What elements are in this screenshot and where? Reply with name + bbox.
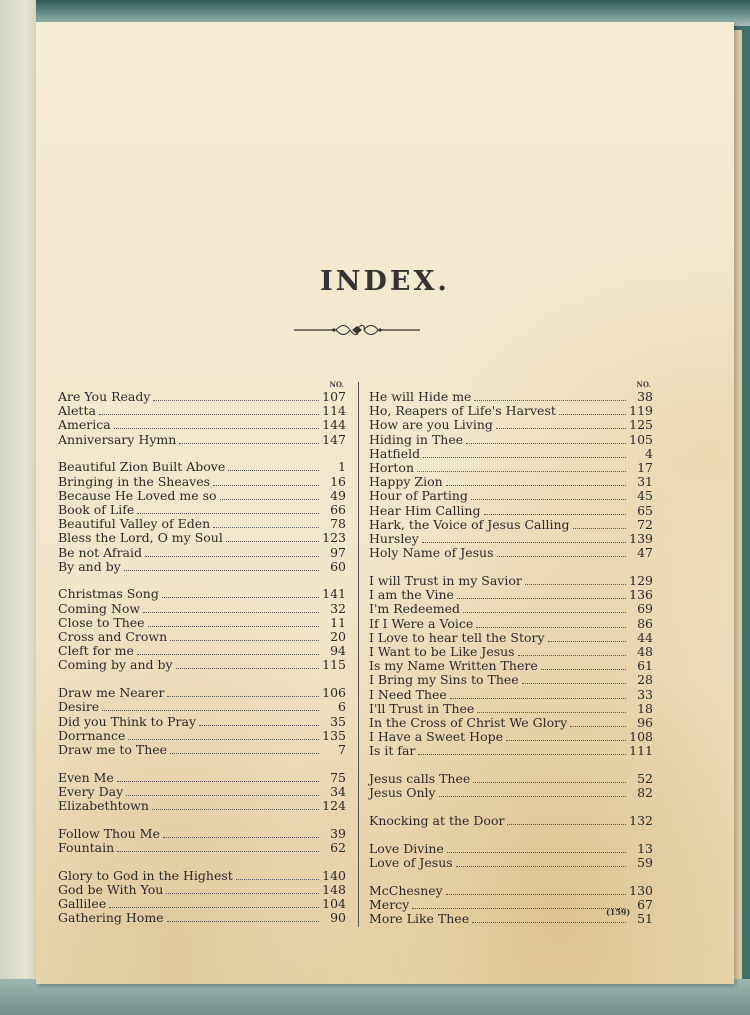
hymn-number: 4	[645, 445, 653, 461]
hymn-number: 104	[322, 896, 346, 912]
dot-leader	[176, 659, 319, 669]
hymn-title: Horton	[369, 460, 415, 476]
index-entry	[58, 390, 346, 404]
index-entry	[369, 475, 653, 489]
hymn-number: 105	[629, 431, 653, 447]
dot-leader	[117, 842, 319, 852]
dot-leader	[463, 603, 626, 613]
index-entry	[58, 841, 346, 855]
dot-leader	[573, 519, 626, 529]
hymn-title: Follow Thou Me	[58, 825, 160, 841]
index-entry	[369, 786, 653, 800]
hymn-title: I will Trust in my Savior	[369, 572, 522, 588]
dot-leader	[99, 405, 319, 415]
hymn-number: 67	[637, 896, 653, 912]
hymn-number: 123	[322, 530, 346, 546]
hymn-number: 18	[637, 700, 653, 716]
hymn-title: Mercy	[369, 896, 410, 912]
hymn-title: I am the Vine	[369, 587, 454, 603]
hymn-number: 125	[629, 417, 653, 433]
index-letter-group	[369, 814, 653, 828]
index-entry	[369, 489, 653, 503]
hymn-title: How are you Living	[369, 417, 493, 433]
index-entry	[369, 418, 653, 432]
dot-leader	[418, 745, 626, 755]
dot-leader	[518, 646, 626, 656]
index-entry	[58, 616, 346, 630]
dot-leader	[163, 828, 319, 838]
index-entry	[58, 827, 346, 841]
hymn-number: 59	[637, 854, 653, 870]
hymn-number: 51	[637, 911, 653, 926]
hymn-number: 47	[637, 545, 653, 561]
hymn-number: 147	[322, 431, 346, 447]
page-number: (159)	[606, 907, 631, 917]
hymn-title: I Want to be Like Jesus	[369, 643, 515, 659]
dot-leader	[166, 884, 319, 894]
index-entry	[58, 771, 346, 785]
index-letter-group	[369, 884, 653, 927]
hymn-number: 129	[629, 572, 653, 588]
hymn-title: Jesus Only	[369, 785, 436, 801]
dot-leader	[456, 857, 626, 867]
index-letter-group	[58, 390, 346, 447]
hymn-title: Glory to God in the Highest	[58, 867, 233, 883]
dot-leader	[213, 476, 319, 486]
hymn-title: Are You Ready	[58, 389, 151, 404]
hymn-number: 28	[637, 672, 653, 688]
hymn-title: Holy Name of Jesus	[369, 545, 494, 561]
index-entry	[58, 700, 346, 714]
hymn-number: 13	[637, 840, 653, 856]
hymn-number: 124	[322, 798, 346, 814]
hymn-title: Book of Life	[58, 501, 135, 517]
dot-leader	[162, 588, 319, 598]
hymn-number: 135	[322, 727, 346, 743]
hymn-number: 60	[330, 558, 346, 574]
hymn-number: 20	[330, 629, 346, 645]
index-entry	[369, 518, 653, 532]
hymn-number: 86	[637, 615, 653, 631]
index-entry	[58, 531, 346, 545]
index-entry	[58, 418, 346, 432]
dot-leader	[541, 660, 626, 670]
index-entry	[58, 560, 346, 574]
dot-leader	[152, 800, 319, 810]
dot-leader	[439, 787, 626, 797]
hymn-title: Jesus calls Thee	[369, 771, 471, 787]
hymn-number: 33	[637, 686, 653, 702]
index-letter-group	[58, 587, 346, 672]
hymn-number: 115	[322, 657, 346, 673]
hymn-number: 34	[330, 783, 346, 799]
hymn-number: 1	[338, 459, 346, 475]
index-entry	[58, 602, 346, 616]
index-entry	[58, 475, 346, 489]
hymn-title: Love of Jesus	[369, 854, 453, 870]
index-entry	[369, 645, 653, 659]
dot-leader	[412, 899, 626, 909]
hymn-title: Dorrnance	[58, 727, 126, 743]
dot-leader	[506, 731, 626, 741]
hymn-title: America	[58, 417, 111, 433]
dot-leader	[472, 913, 626, 923]
hymn-number: 96	[637, 714, 653, 730]
dot-leader	[148, 617, 319, 627]
hymn-title: Hiding in Thee	[369, 431, 464, 447]
dot-leader	[128, 730, 319, 740]
dot-leader	[179, 434, 319, 444]
index-entry	[369, 744, 653, 758]
hymn-title: Aletta	[58, 403, 96, 419]
index-letter-group	[369, 390, 653, 560]
index-entry	[58, 911, 346, 925]
hymn-title: Hark, the Voice of Jesus Calling	[369, 516, 570, 532]
hymn-title: Even Me	[58, 769, 114, 785]
index-entry	[369, 772, 653, 786]
dot-leader	[447, 843, 626, 853]
dot-leader	[477, 703, 626, 713]
index-entry	[369, 602, 653, 616]
hymn-title: Is it far	[369, 743, 416, 759]
hymn-number: 62	[330, 839, 346, 855]
index-entry	[58, 587, 346, 601]
hymn-number: 35	[330, 713, 346, 729]
hymn-number: 132	[629, 812, 653, 828]
index-entry	[58, 489, 346, 503]
dot-leader	[145, 547, 319, 557]
hymn-title: Hursley	[369, 531, 419, 547]
hymn-number: 52	[637, 771, 653, 787]
hymn-title: He will Hide me	[369, 389, 472, 404]
hymn-number: 136	[629, 587, 653, 603]
hymn-number: 61	[637, 658, 653, 674]
left-entries	[58, 390, 346, 926]
hymn-title: Anniversary Hymn	[58, 431, 177, 447]
hymn-number: 82	[637, 785, 653, 801]
index-entry	[369, 856, 653, 870]
hymn-title: By and by	[58, 558, 121, 574]
dot-leader	[474, 391, 626, 401]
dot-leader	[497, 547, 627, 557]
hymn-title: I Bring my Sins to Thee	[369, 672, 519, 688]
hymn-number: 69	[637, 601, 653, 617]
hymn-number: 140	[322, 867, 346, 883]
dot-leader	[522, 674, 626, 684]
index-entry	[369, 688, 653, 702]
index-entry	[369, 574, 653, 588]
hymn-title: Desire	[58, 699, 100, 715]
dot-leader	[417, 462, 626, 472]
index-entry	[369, 814, 653, 828]
index-entry	[369, 433, 653, 447]
dot-leader	[143, 603, 319, 613]
hymn-title: Love Divine	[369, 840, 444, 856]
hymn-number: 7	[338, 741, 346, 757]
hymn-title: Beautiful Valley of Eden	[58, 516, 211, 532]
hymn-title: Close to Thee	[58, 614, 145, 630]
hymn-title: Draw me Nearer	[58, 685, 165, 701]
hymn-number: 75	[330, 769, 346, 785]
hymn-number: 32	[330, 600, 346, 616]
index-entry	[369, 673, 653, 687]
hymn-title: I'm Redeemed	[369, 601, 461, 617]
dot-leader	[137, 645, 319, 655]
index-entry	[369, 504, 653, 518]
hymn-number: 139	[629, 531, 653, 547]
dot-leader	[446, 885, 626, 895]
index-letter-group	[58, 827, 346, 855]
hymn-title: Ho, Reapers of Life's Harvest	[369, 403, 556, 419]
dot-leader	[507, 815, 626, 825]
dot-leader	[220, 490, 319, 500]
index-entry	[369, 842, 653, 856]
hymn-title: Hour of Parting	[369, 488, 468, 504]
dot-leader	[484, 505, 627, 515]
book-cover-bottom	[0, 979, 750, 1015]
index-page	[36, 22, 734, 984]
dot-leader	[446, 476, 626, 486]
hymn-title: Bless the Lord, O my Soul	[58, 530, 223, 546]
hymn-title: I Need Thee	[369, 686, 447, 702]
index-entry	[369, 588, 653, 602]
index-entry	[58, 729, 346, 743]
book-binding	[0, 0, 36, 1015]
index-entry	[369, 447, 653, 461]
dot-leader	[170, 744, 319, 754]
hymn-number: 72	[637, 516, 653, 532]
index-entry	[58, 897, 346, 911]
index-entry	[58, 883, 346, 897]
dot-leader	[496, 419, 626, 429]
hymn-number: 6	[338, 699, 346, 715]
column-divider	[358, 382, 359, 927]
index-entry	[58, 658, 346, 672]
hymn-number: 106	[322, 685, 346, 701]
index-entry	[58, 644, 346, 658]
dot-leader	[422, 533, 626, 543]
hymn-title: McChesney	[369, 882, 443, 898]
index-entry	[369, 716, 653, 730]
index-entry	[58, 460, 346, 474]
index-entry	[369, 702, 653, 716]
dot-leader	[126, 786, 319, 796]
right-entries	[369, 390, 653, 926]
index-entry	[369, 546, 653, 560]
hymn-title: More Like Thee	[369, 911, 470, 926]
index-letter-group	[58, 771, 346, 814]
dot-leader	[137, 504, 319, 514]
dot-leader	[570, 717, 626, 727]
index-title: INDEX.	[320, 266, 450, 297]
dot-leader	[114, 419, 319, 429]
hymn-number: 148	[322, 881, 346, 897]
dot-leader	[473, 773, 626, 783]
hymn-title: I Love to hear tell the Story	[369, 629, 545, 645]
dot-leader	[167, 687, 319, 697]
hymn-title: Happy Zion	[369, 474, 443, 490]
dot-leader	[559, 405, 626, 415]
index-letter-group	[58, 460, 346, 574]
dot-leader	[170, 631, 319, 641]
hymn-number: 144	[322, 417, 346, 433]
hymn-title: I Have a Sweet Hope	[369, 729, 504, 745]
hymn-title: Beautiful Zion Built Above	[58, 459, 226, 475]
hymn-title: Christmas Song	[58, 586, 159, 602]
hymn-title: Knocking at the Door	[369, 812, 505, 828]
hymn-number: 39	[330, 825, 346, 841]
dot-leader	[450, 689, 626, 699]
hymn-title: Gallilee	[58, 896, 107, 912]
dot-leader	[213, 518, 319, 528]
index-letter-group	[58, 686, 346, 757]
index-entry	[369, 659, 653, 673]
hymn-title: If I Were a Voice	[369, 615, 474, 631]
ornament-divider-icon	[294, 320, 420, 340]
dot-leader	[109, 898, 319, 908]
index-entry	[369, 730, 653, 744]
hymn-title: Hatfield	[369, 445, 421, 461]
dot-leader	[525, 575, 626, 585]
column-header-no: NO.	[636, 380, 651, 389]
dot-leader	[236, 870, 319, 880]
index-entry	[369, 631, 653, 645]
hymn-number: 44	[637, 629, 653, 645]
hymn-title: Because He Loved me so	[58, 487, 217, 503]
hymn-number: 31	[637, 474, 653, 490]
hymn-title: Bringing in the Sheaves	[58, 473, 211, 489]
index-entry	[58, 785, 346, 799]
index-entry	[369, 390, 653, 404]
hymn-number: 48	[637, 643, 653, 659]
hymn-number: 66	[330, 501, 346, 517]
hymn-title: Is my Name Written There	[369, 658, 538, 674]
index-entry	[58, 503, 346, 517]
hymn-title: In the Cross of Christ We Glory	[369, 714, 568, 730]
hymn-number: 114	[322, 403, 346, 419]
hymn-title: Cross and Crown	[58, 629, 168, 645]
hymn-number: 17	[637, 460, 653, 476]
hymn-number: 38	[637, 389, 653, 404]
hymn-title: Gathering Home	[58, 910, 164, 926]
dot-leader	[117, 772, 319, 782]
hymn-title: Hear Him Calling	[369, 502, 481, 518]
index-letter-group	[369, 574, 653, 759]
dot-leader	[471, 490, 626, 500]
dot-leader	[466, 434, 626, 444]
hymn-title: Every Day	[58, 783, 124, 799]
hymn-number: 119	[629, 403, 653, 419]
dot-leader	[102, 701, 319, 711]
index-entry	[369, 532, 653, 546]
index-entry	[58, 743, 346, 757]
hymn-number: 130	[629, 882, 653, 898]
hymn-number: 90	[330, 910, 346, 926]
dot-leader	[167, 912, 319, 922]
hymn-number: 108	[629, 729, 653, 745]
hymn-number: 49	[330, 487, 346, 503]
hymn-title: Did you Think to Pray	[58, 713, 197, 729]
hymn-title: Elizabethtown	[58, 798, 149, 814]
hymn-number: 94	[330, 643, 346, 659]
hymn-number: 141	[322, 586, 346, 602]
index-entry	[369, 617, 653, 631]
index-entry	[58, 433, 346, 447]
index-column-right	[369, 380, 653, 940]
hymn-number: 78	[330, 516, 346, 532]
index-letter-group	[369, 772, 653, 800]
hymn-number: 45	[637, 488, 653, 504]
dot-leader	[476, 618, 626, 628]
hymn-title: Coming by and by	[58, 657, 173, 673]
dot-leader	[226, 532, 319, 542]
index-entry	[369, 404, 653, 418]
index-entry	[369, 884, 653, 898]
index-entry	[369, 461, 653, 475]
column-header-no: NO.	[329, 380, 344, 389]
hymn-title: Draw me to Thee	[58, 741, 168, 757]
hymn-number: 16	[330, 473, 346, 489]
dot-leader	[153, 391, 319, 401]
hymn-number: 111	[629, 743, 653, 759]
dot-leader	[457, 589, 626, 599]
dot-leader	[199, 716, 319, 726]
dot-leader	[423, 448, 626, 458]
hymn-title: Coming Now	[58, 600, 141, 616]
hymn-title: Be not Afraid	[58, 544, 142, 560]
hymn-number: 65	[637, 502, 653, 518]
index-column-left	[58, 380, 346, 939]
dot-leader	[228, 461, 319, 471]
hymn-number: 107	[322, 389, 346, 404]
index-letter-group	[58, 869, 346, 926]
index-entry	[58, 686, 346, 700]
hymn-title: Cleft for me	[58, 643, 134, 659]
dot-leader	[124, 561, 319, 571]
index-entry	[58, 799, 346, 813]
index-entry	[58, 630, 346, 644]
index-entry	[58, 546, 346, 560]
hymn-title: I'll Trust in Thee	[369, 700, 475, 716]
index-entry	[58, 869, 346, 883]
index-entry	[58, 517, 346, 531]
hymn-number: 11	[330, 614, 346, 630]
index-entry	[58, 404, 346, 418]
hymn-title: God be With You	[58, 881, 164, 897]
index-letter-group	[369, 842, 653, 870]
hymn-number: 97	[330, 544, 346, 560]
index-entry	[58, 715, 346, 729]
hymn-title: Fountain	[58, 839, 115, 855]
dot-leader	[548, 632, 626, 642]
